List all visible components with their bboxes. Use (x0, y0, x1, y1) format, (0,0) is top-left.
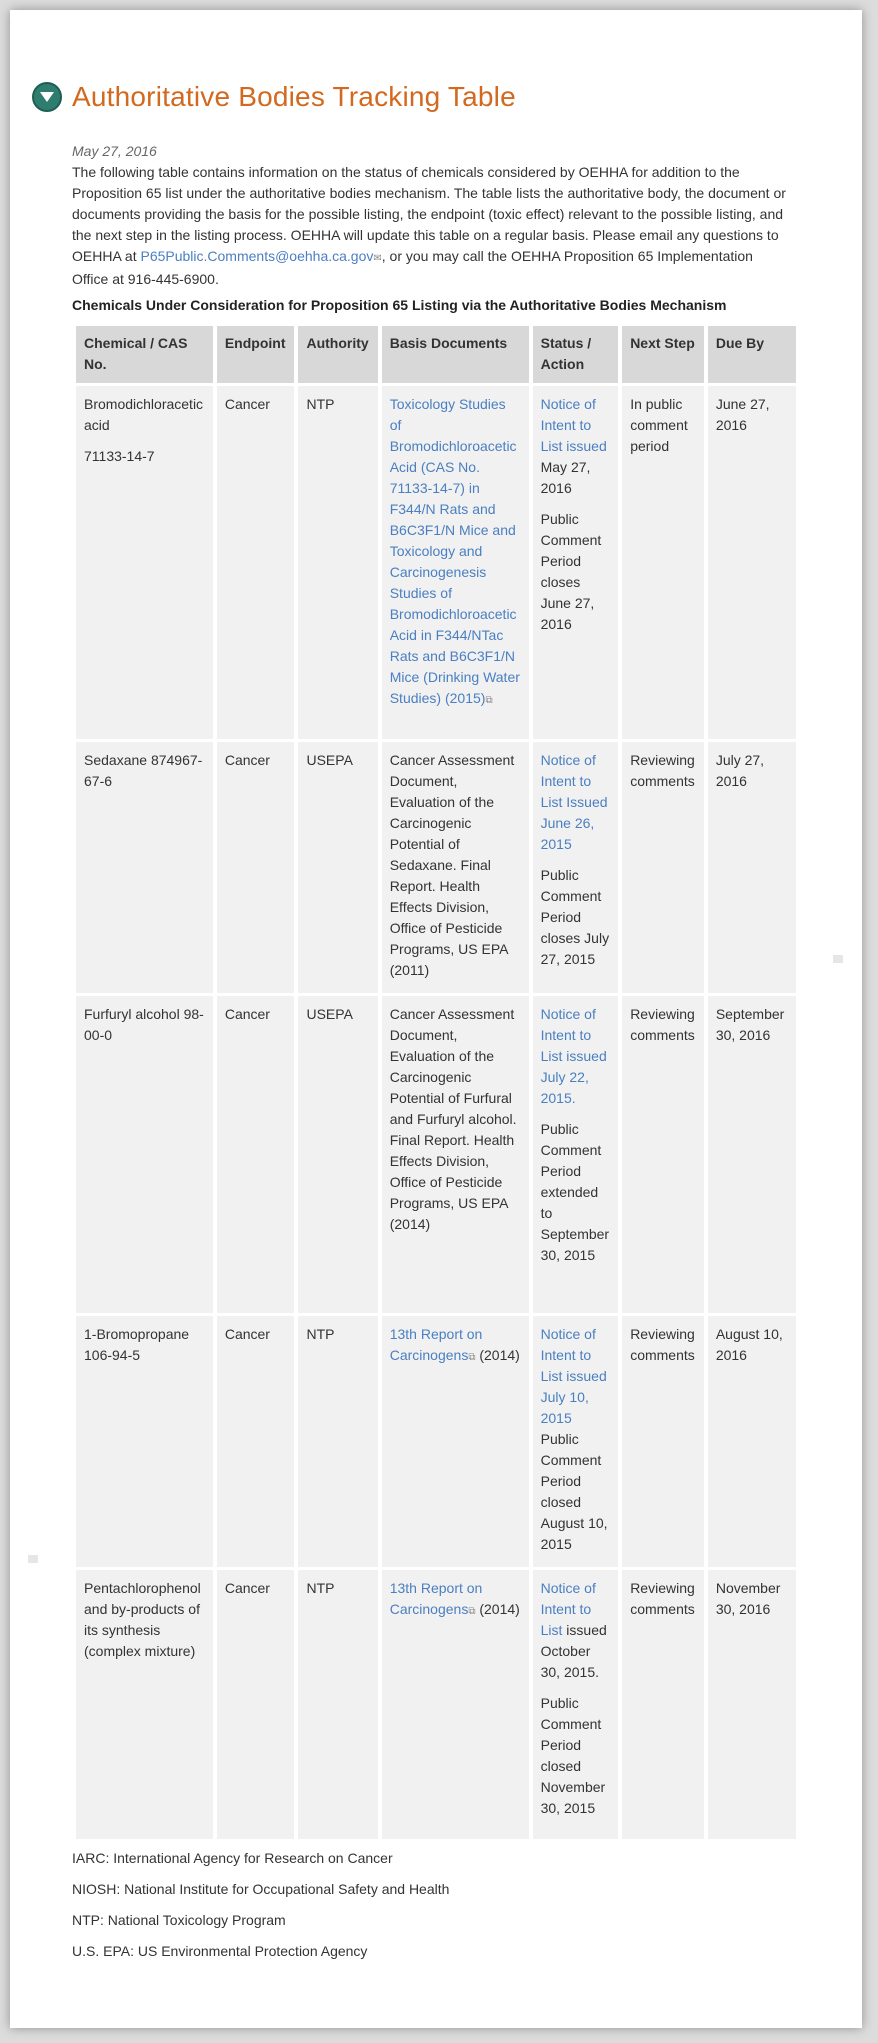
intro-text: The following table contains information on the status of chemicals considered by OEHHA for addition to the Proposition 65 list under the authoritative bodies mechanism. The table lists the authoritative body, the document or documents providing the basis for the possible listing, the endpoint (toxic effect) relevant to the possible listing, and the next step in the listing process. OEHHA will update this table on a regular basis. Please email any questions to OEHHA at (72, 164, 786, 264)
cell-status: Notice of Intent to List issued July 10, 2015 Public Comment Period closed August 10, 2015 (533, 1316, 619, 1567)
page-title: Authoritative Bodies Tracking Table (72, 81, 516, 112)
cell-basis: Cancer Assessment Document, Evaluation of the Carcinogenic Potential of Sedaxane. Final Report. Health Effects Division, Office of Pesticide Programs, US EPA (2011) (382, 742, 529, 993)
status-link[interactable]: Notice of Intent to List issued July 22, 2015. (540, 1006, 607, 1106)
basis-link[interactable]: Toxicology Studies of Bromodichloroacetic Acid (CAS No. 71133-14-7) in F344/N Rats and B6C3F1/N Mice and Toxicology and Carcinogenesis Studies of Bromodichloroacetic Acid in F344/NTac Rats and B6C3F1/N Mice (Drinking Water Studies) (2015) (389, 396, 520, 706)
external-link-icon: ⧉ (468, 1352, 476, 1363)
cell-chemical: Furfuryl alcohol 98-00-0 (76, 996, 213, 1313)
abbreviation-item: IARC: International Agency for Research on Cancer (72, 1850, 393, 1866)
cell-endpoint: Cancer (217, 742, 295, 993)
cell-basis: 13th Report on Carcinogens⧉ (2014) (382, 1570, 529, 1839)
cell-due-by: June 27, 2016 (708, 386, 796, 739)
abbreviations (72, 1848, 449, 1972)
col-header-chemical: Chemical / CAS No. (76, 326, 213, 383)
intro-paragraph (72, 162, 790, 290)
external-link-icon: ⧉ (468, 1606, 476, 1617)
cell-status: Notice of Intent to List Issued June 26, 2015 Public Comment Period closes July 27, 2015 (533, 742, 619, 993)
intro (72, 141, 790, 290)
cell-due-by: August 10, 2016 (708, 1316, 796, 1567)
col-header-authority: Authority (298, 326, 377, 383)
status-link[interactable]: Notice of Intent to List (540, 1580, 596, 1638)
col-header-basis: Basis Documents (382, 326, 529, 383)
cell-due-by: November 30, 2016 (708, 1570, 796, 1839)
abbreviation-item: U.S. EPA: US Environmental Protection Agency (72, 1943, 368, 1959)
status-link[interactable]: Notice of Intent to List issued (540, 396, 607, 454)
basis-link[interactable]: 13th Report on Carcinogens (389, 1580, 483, 1617)
cell-status: Notice of Intent to List issued May 27, 2016 Public Comment Period closes June 27, 2016 (533, 386, 619, 739)
cell-chemical: 1-Bromopropane 106-94-5 (76, 1316, 213, 1567)
cell-endpoint: Cancer (217, 996, 295, 1313)
table-row (76, 1570, 796, 1839)
cell-status: Notice of Intent to List issued October 30, 2015. Public Comment Period closed November 30, 2015 (533, 1570, 619, 1839)
cell-next-step: In public comment period (622, 386, 704, 739)
cell-due-by: September 30, 2016 (708, 996, 796, 1313)
col-header-endpoint: Endpoint (217, 326, 295, 383)
table-row (76, 386, 796, 739)
cell-next-step: Reviewing comments (622, 996, 704, 1313)
scroll-marker (28, 1555, 38, 1563)
tracking-table (72, 323, 800, 1842)
cell-authority: USEPA (298, 742, 377, 993)
external-link-icon: ⧉ (485, 695, 493, 706)
cell-authority: NTP (298, 1570, 377, 1839)
cell-status: Notice of Intent to List issued July 22, 2015. Public Comment Period extended to September 30, 2015 (533, 996, 619, 1313)
cell-authority: NTP (298, 1316, 377, 1567)
page (10, 10, 862, 2028)
table-caption: Chemicals Under Consideration for Proposition 65 Listing via the Authoritative Bodies Mechanism (72, 297, 727, 313)
col-header-due-by: Due By (708, 326, 796, 383)
email-link[interactable]: P65Public.Comments@oehha.ca.gov (140, 248, 374, 264)
cell-authority: NTP (298, 386, 377, 739)
cell-chemical: Bromodichloracetic acid 71133-14-7 (76, 386, 213, 739)
cell-chemical: Sedaxane 874967-67-6 (76, 742, 213, 993)
cell-next-step: Reviewing comments (622, 1316, 704, 1567)
cell-next-step: Reviewing comments (622, 1570, 704, 1839)
col-header-next-step: Next Step (622, 326, 704, 383)
table-row (76, 1316, 796, 1567)
cell-endpoint: Cancer (217, 1570, 295, 1839)
abbreviation-item: NIOSH: National Institute for Occupational Safety and Health (72, 1881, 450, 1897)
date: May 27, 2016 (72, 143, 157, 159)
cell-authority: USEPA (298, 996, 377, 1313)
cell-endpoint: Cancer (217, 386, 295, 739)
cell-chemical: Pentachlorophenol and by-products of its synthesis (complex mixture) (76, 1570, 213, 1839)
intro-text-after: , or you may call the OEHHA Proposition 65 Implementation Office at 916-445-6900. (72, 248, 753, 287)
scroll-marker (833, 955, 843, 963)
abbreviation-item: NTP: National Toxicology Program (72, 1912, 286, 1928)
table-row (76, 742, 796, 993)
table-row (76, 996, 796, 1313)
cell-due-by: July 27, 2016 (708, 742, 796, 993)
cell-endpoint: Cancer (217, 1316, 295, 1567)
title-row (32, 82, 516, 112)
mail-icon: ✉ (373, 253, 382, 264)
col-header-status: Status / Action (533, 326, 619, 383)
cell-basis: Cancer Assessment Document, Evaluation of the Carcinogenic Potential of Furfural and Furfuryl alcohol. Final Report. Health Effects Division, Office of Pesticide Programs, US EPA (2014) (382, 996, 529, 1313)
status-link[interactable]: Notice of Intent to List issued July 10, 2015 (540, 1326, 607, 1426)
chevron-down-circle-icon[interactable] (32, 82, 62, 112)
status-link[interactable]: Notice of Intent to List Issued June 26, 2015 (540, 752, 608, 852)
cell-basis (382, 386, 529, 739)
cell-next-step: Reviewing comments (622, 742, 704, 993)
cell-basis: 13th Report on Carcinogens⧉ (2014) (382, 1316, 529, 1567)
table-header-row (76, 326, 796, 383)
basis-link[interactable]: 13th Report on Carcinogens (389, 1326, 483, 1363)
